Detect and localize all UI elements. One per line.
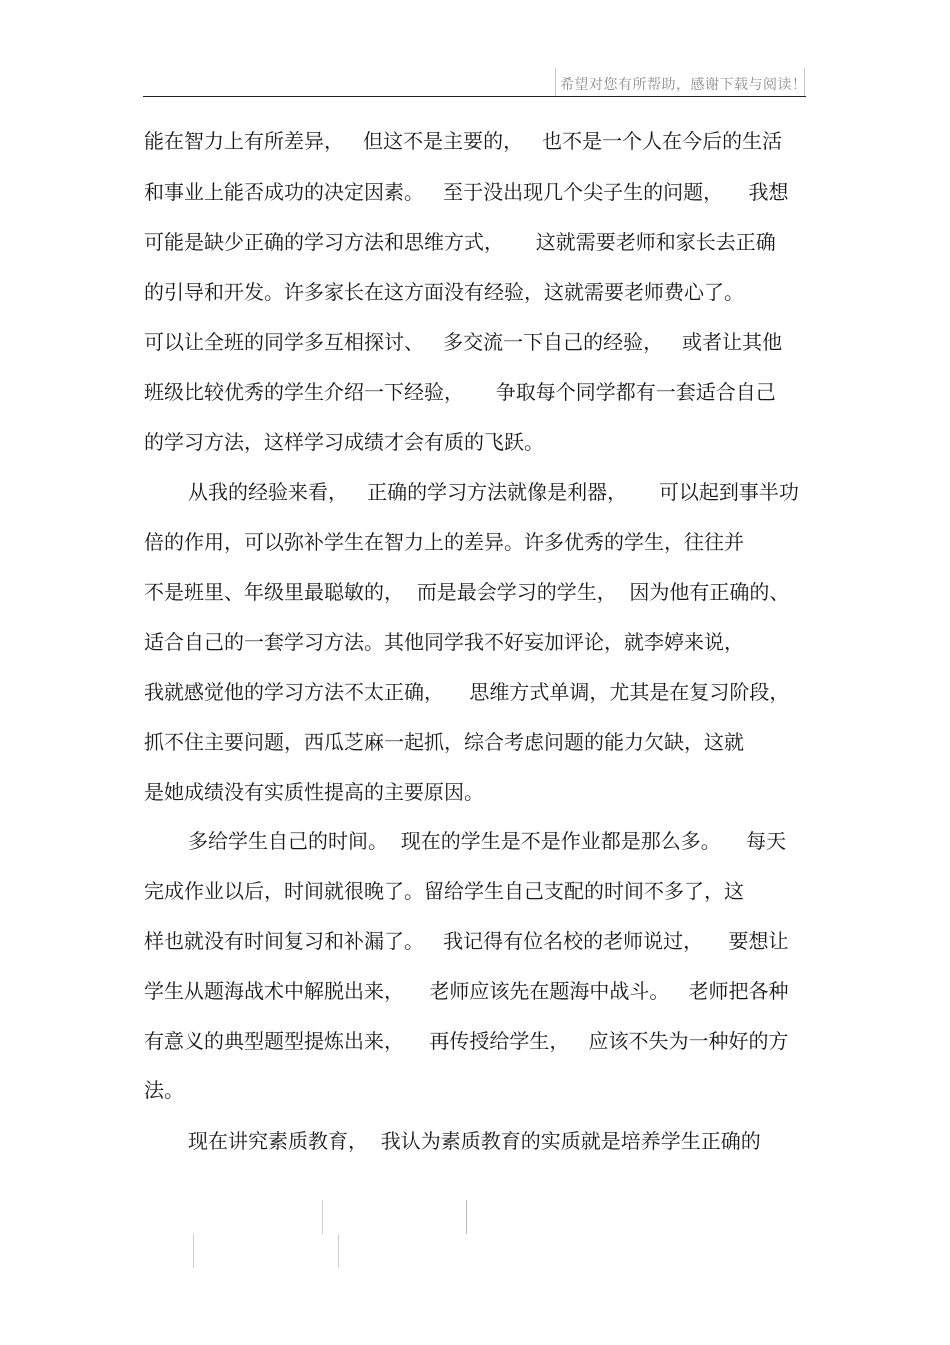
paragraph-line: 可以让全班的同学多互相探讨、 多交流一下自己的经验， 或者让其他 [144,330,783,354]
paragraph-line: 适合自己的一套学习方法。其他同学我不好妄加评论，就李婷来说， [144,630,744,654]
scan-artifact-line [338,1234,339,1268]
header-note-box [555,68,805,96]
paragraph-line: 从我的经验来看， 正确的学习方法就像是利器， 可以起到事半功 [188,480,799,504]
paragraph-line: 学生从题海战术中解脱出来， 老师应该先在题海中战斗。 老师把各种 [144,979,789,1003]
paragraph-line: 抓不住主要问题，西瓜芝麻一起抓，综合考虑问题的能力欠缺，这就 [144,730,744,754]
scan-artifact-line [322,1200,323,1234]
header-note: 希望对您有所帮助，感谢下载与阅读！ [560,77,807,93]
paragraph-line: 样也就没有时间复习和补漏了。 我记得有位名校的老师说过， 要想让 [144,929,789,953]
paragraph-line: 能在智力上有所差异， 但这不是主要的， 也不是一个人在今后的生活 [144,129,783,153]
paragraph-line: 可能是缺少正确的学习方法和思维方式， 这就需要老师和家长去正确 [144,230,776,254]
paragraph-line: 法。 [144,1078,184,1102]
scan-artifact-line [466,1200,467,1234]
paragraph-line: 和事业上能否成功的决定因素。 至于没出现几个尖子生的问题， 我想 [144,180,789,204]
paragraph-line: 现在讲究素质教育， 我认为素质教育的实质就是培养学生正确的 [188,1129,761,1153]
paragraph-line: 倍的作用，可以弥补学生在智力上的差异。许多优秀的学生，往往并 [144,530,744,554]
paragraph-line: 班级比较优秀的学生介绍一下经验， 争取每个同学都有一套适合自己 [144,380,776,404]
paragraph-line: 是她成绩没有实质性提高的主要原因。 [144,780,484,804]
paragraph-line: 的学习方法，这样学习成绩才会有质的飞跃。 [144,430,544,454]
paragraph-line: 我就感觉他的学习方法不太正确， 思维方式单调，尤其是在复习阶段， [144,680,790,704]
scan-artifact-line [193,1234,194,1268]
paragraph-line: 的引导和开发。许多家长在这方面没有经验，这就需要老师费心了。 [144,280,744,304]
paragraph-line: 有意义的典型题型提炼出来， 再传授给学生， 应该不失为一种好的方 [144,1029,789,1053]
paragraph-line: 不是班里、年级里最聪敏的， 而是最会学习的学生， 因为他有正确的、 [144,580,790,604]
paragraph-line: 完成作业以后，时间就很晚了。留给学生自己支配的时间不多了，这 [144,879,744,903]
paragraph-line: 多给学生自己的时间。 现在的学生是不是作业都是那么多。 每天 [188,829,787,853]
header-divider [143,96,806,97]
